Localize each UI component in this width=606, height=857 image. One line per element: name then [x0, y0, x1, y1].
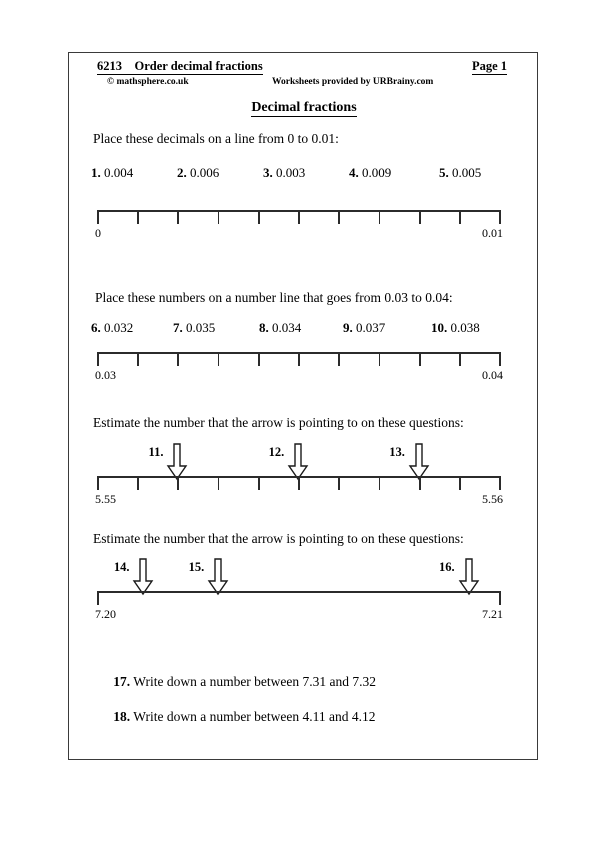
instruction-section-2: Place these numbers on a number line that goes from 0.03 to 0.04:: [95, 290, 453, 305]
number-line-tick: [298, 210, 300, 224]
question-item: [259, 320, 301, 336]
question-number: 2.: [177, 165, 187, 180]
number-line-tick: [298, 476, 300, 490]
number-line-tick: [298, 352, 300, 366]
number-line-tick: [218, 210, 220, 224]
number-line-tick: [177, 352, 179, 366]
page-number-label: Page 1: [471, 59, 507, 73]
number-line-tick: [459, 476, 461, 490]
number-line-section-2: [95, 352, 503, 382]
number-line-tick: [499, 476, 501, 490]
question-item: [91, 320, 133, 336]
question-item: [439, 165, 481, 181]
number-line-tick: [137, 476, 139, 490]
number-line-tick: [258, 476, 260, 490]
number-line-end-label: 0.04: [482, 368, 503, 382]
number-line-axis: [97, 591, 501, 593]
worksheet-code-title: 6213 Order decimal fractions: [97, 59, 263, 73]
number-line-tick: [218, 352, 220, 366]
question-item: [343, 320, 385, 336]
question-value: 0.038: [447, 320, 480, 335]
page-inner: [69, 53, 539, 761]
number-line-tick: [379, 476, 381, 490]
number-line-tick: [499, 210, 501, 224]
provider-label: Worksheets provided by URBrainy.com: [272, 77, 434, 87]
number-line-tick: [419, 210, 421, 224]
question-value: 0.009: [358, 165, 392, 180]
number-line-section-3: [95, 476, 503, 506]
question-number: 5.: [439, 165, 449, 180]
number-line-tick: [97, 591, 99, 605]
question-value: 0.034: [268, 320, 302, 335]
number-line-tick: [137, 210, 139, 224]
question-value: 0.037: [352, 320, 386, 335]
question-number: 9.: [343, 320, 353, 335]
written-question-18-number: 18.: [113, 709, 131, 724]
number-line-tick: [419, 476, 421, 490]
number-line-start-label: 5.55: [95, 492, 116, 506]
number-line-tick: [379, 352, 381, 366]
written-question-18: [93, 693, 376, 741]
arrow-question-number: 11.: [148, 445, 164, 459]
number-line-tick: [338, 476, 340, 490]
instruction-section-4: Estimate the number that the arrow is pointing to on these questions:: [93, 531, 464, 546]
worksheet-page: [68, 52, 538, 760]
page-title: [69, 100, 539, 116]
arrow-question-number: 12.: [268, 445, 285, 459]
question-item: [431, 320, 480, 336]
instruction-section-1: Place these decimals on a line from 0 to 0.01:: [93, 131, 339, 146]
question-value: 0.004: [100, 165, 134, 180]
question-value: 0.035: [182, 320, 216, 335]
arrow-question-number: 15.: [188, 560, 205, 574]
number-line-tick: [338, 352, 340, 366]
question-value: 0.006: [186, 165, 220, 180]
question-number: 10.: [431, 320, 448, 335]
number-line-tick: [177, 210, 179, 224]
question-value: 0.032: [100, 320, 134, 335]
written-question-17-text: Write down a number between 7.31 and 7.32: [130, 674, 377, 689]
number-line-tick: [97, 352, 99, 366]
question-value: 0.003: [272, 165, 306, 180]
question-number: 4.: [349, 165, 359, 180]
number-line-start-label: 7.20: [95, 607, 116, 621]
copyright-label: © mathsphere.co.uk: [107, 77, 189, 87]
arrow-question-number: 13.: [389, 445, 405, 459]
page-title-text: Decimal fractions: [251, 100, 357, 115]
number-line-end-label: 0.01: [482, 226, 503, 240]
written-question-17-number: 17.: [113, 674, 131, 689]
arrow-question-number: 14.: [113, 560, 130, 574]
number-line-section-1: [95, 210, 503, 240]
arrow-question-number: 16.: [439, 560, 455, 574]
number-line-tick: [499, 591, 501, 605]
written-question-18-text: Write down a number between 4.11 and 4.12: [130, 709, 376, 724]
page-subheader: [97, 77, 507, 91]
number-line-tick: [97, 476, 99, 490]
number-line-section-4: [95, 591, 503, 621]
number-line-tick: [97, 210, 99, 224]
question-number: 1.: [91, 165, 101, 180]
number-line-tick: [218, 476, 220, 490]
number-line-tick: [379, 210, 381, 224]
instruction-section-3: Estimate the number that the arrow is pointing to on these questions:: [93, 415, 464, 430]
number-line-start-label: 0.03: [95, 368, 116, 382]
number-line-tick: [459, 210, 461, 224]
number-line-tick: [419, 352, 421, 366]
page-header: [97, 60, 507, 76]
number-line-tick: [258, 352, 260, 366]
number-line-tick: [459, 352, 461, 366]
number-line-tick: [258, 210, 260, 224]
question-number: 3.: [263, 165, 273, 180]
question-items-section-1: [91, 165, 521, 183]
question-item: [177, 165, 219, 181]
number-line-tick: [338, 210, 340, 224]
question-item: [349, 165, 391, 181]
number-line-start-label: 0: [95, 226, 101, 240]
question-number: 6.: [91, 320, 101, 335]
question-item: [91, 165, 133, 181]
number-line-end-label: 7.21: [482, 607, 503, 621]
number-line-tick: [137, 352, 139, 366]
question-value: 0.005: [448, 165, 482, 180]
number-line-tick: [499, 352, 501, 366]
question-number: 7.: [173, 320, 183, 335]
number-line-end-label: 5.56: [482, 492, 503, 506]
question-item: [263, 165, 305, 181]
question-items-section-2: [91, 320, 521, 338]
question-item: [173, 320, 215, 336]
number-line-tick: [177, 476, 179, 490]
question-number: 8.: [259, 320, 269, 335]
